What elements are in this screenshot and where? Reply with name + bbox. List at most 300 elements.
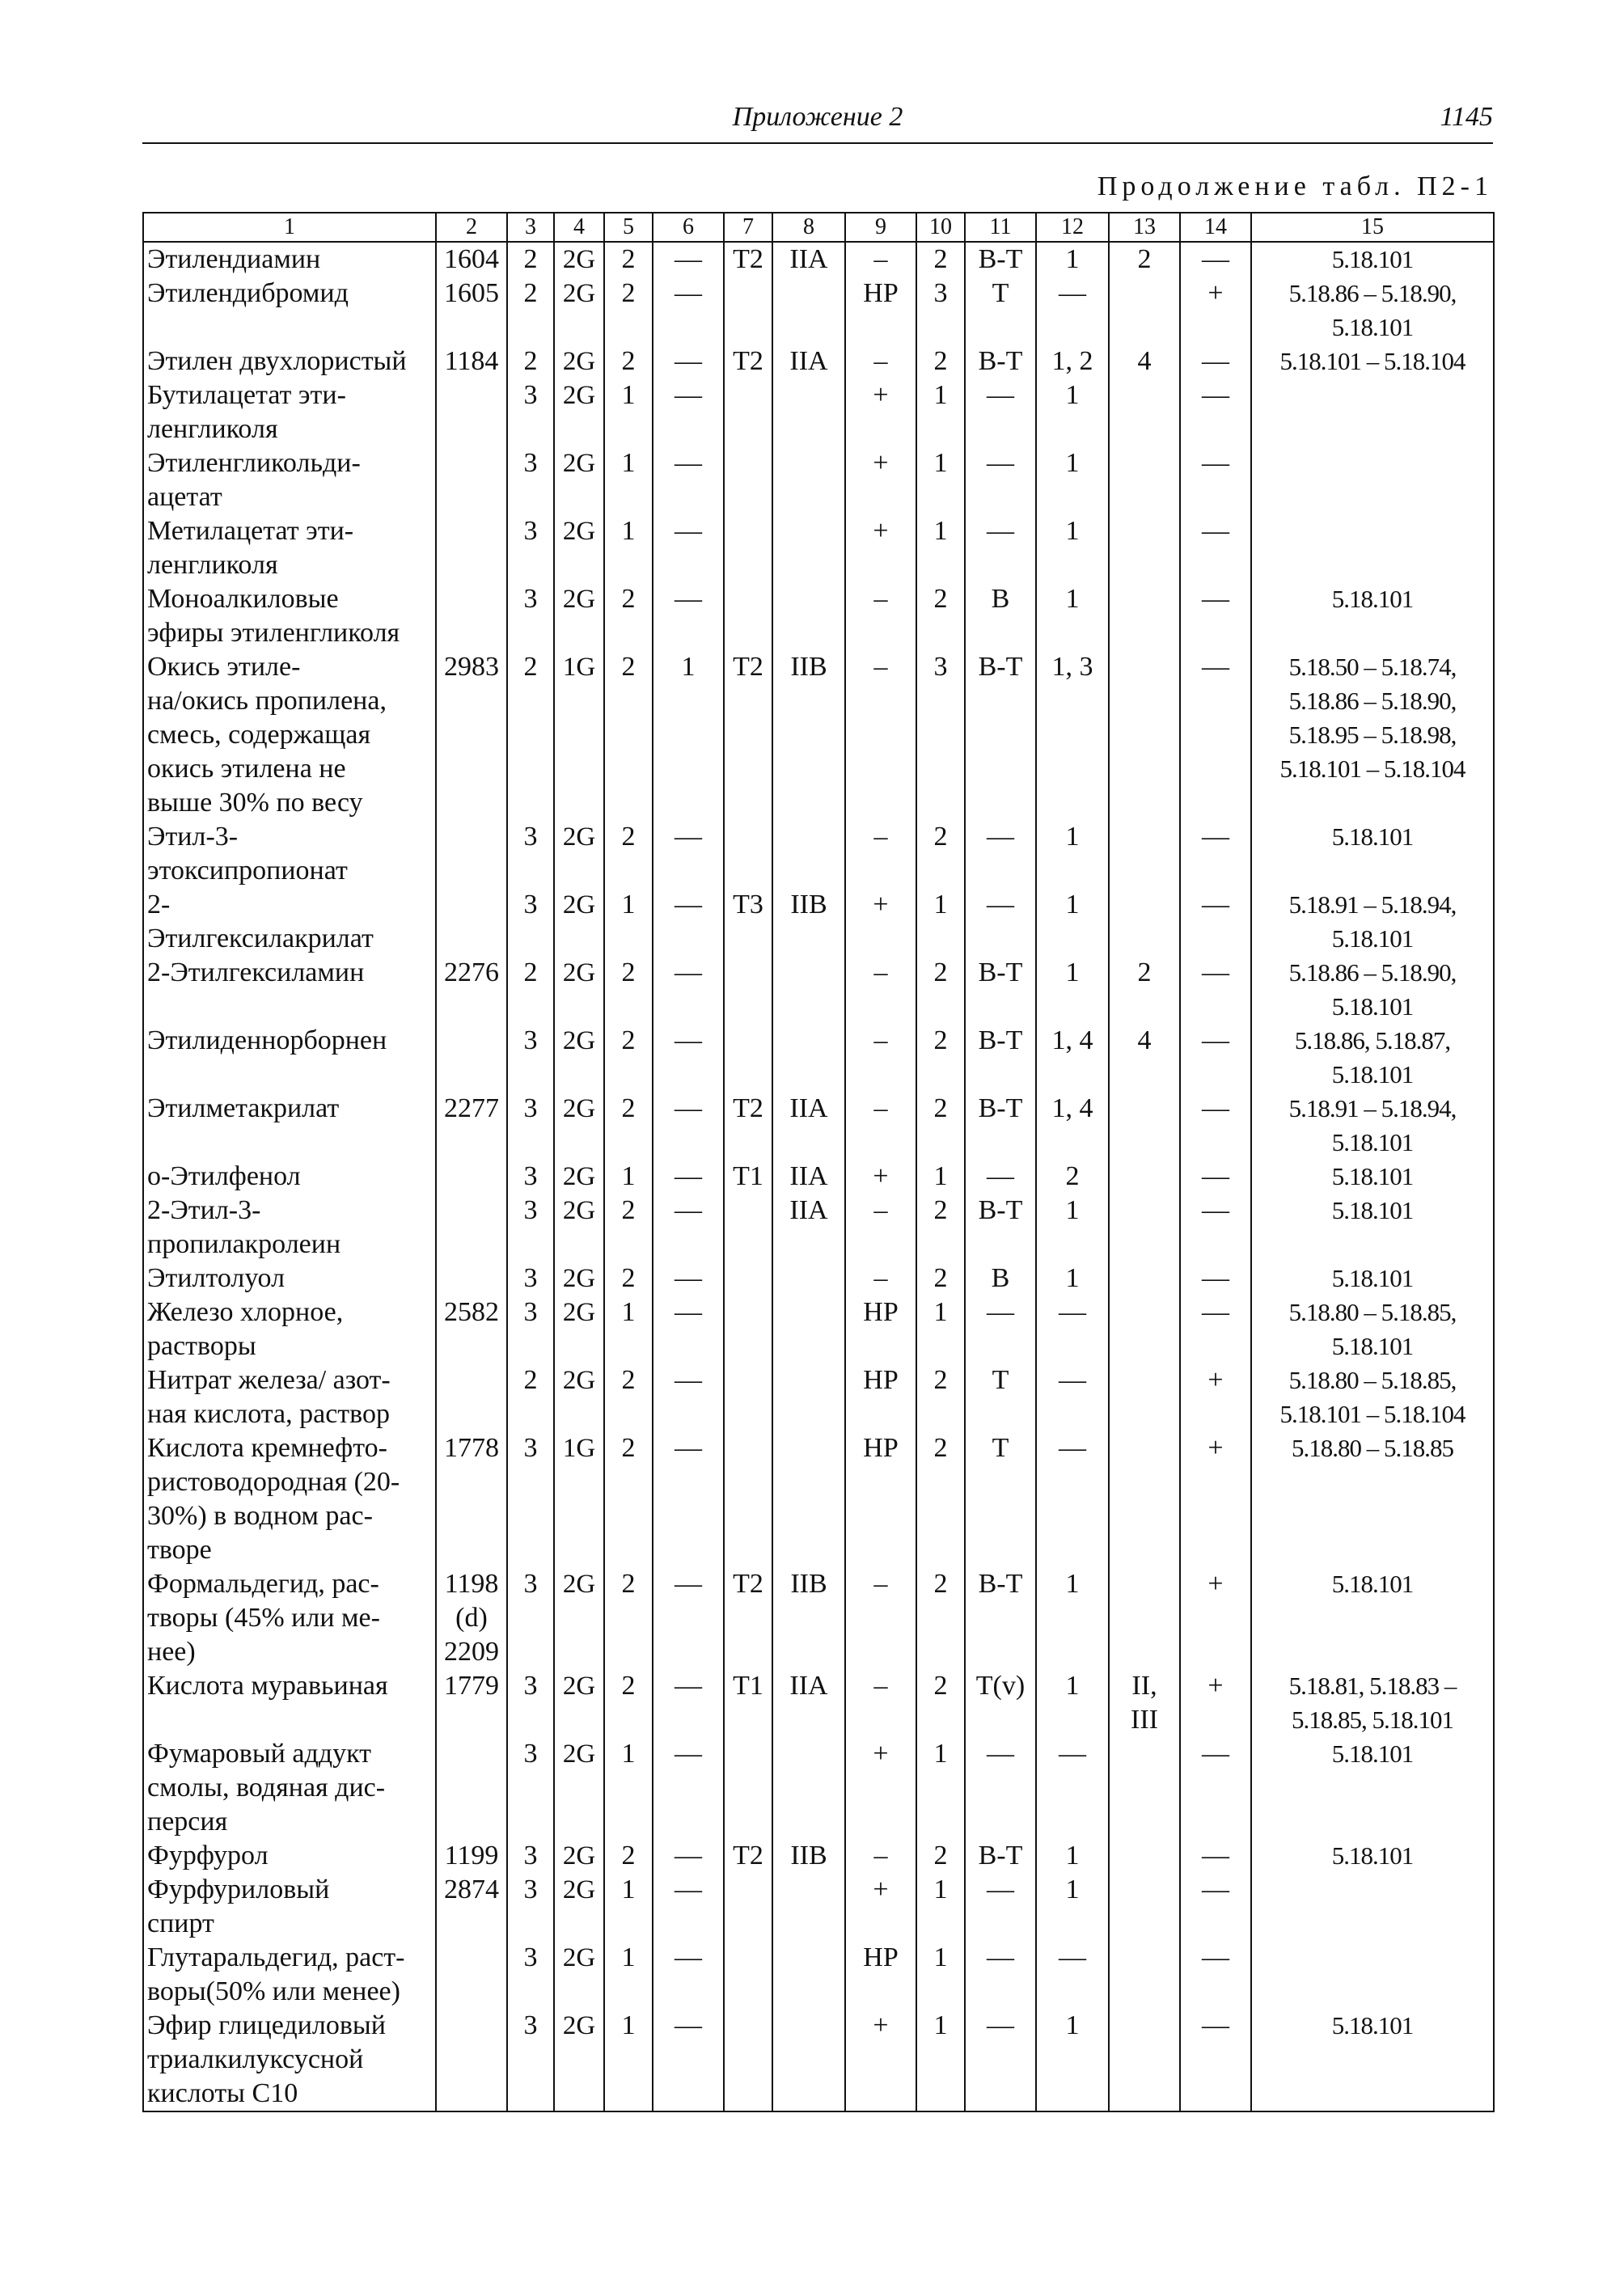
reference-cell: 5.18.86 – 5.18.90, 5.18.101	[1251, 956, 1494, 1024]
column-header: 15	[1251, 213, 1494, 242]
table-cell: 2G	[554, 1194, 604, 1262]
table-cell: 2	[507, 956, 554, 1024]
table-cell: —	[653, 446, 724, 514]
table-cell: 3	[507, 514, 554, 582]
table-cell: 1	[1036, 1873, 1109, 1941]
table-cell: –	[845, 1669, 916, 1737]
table-cell: 2	[1109, 956, 1180, 1024]
table-cell: 2	[604, 650, 653, 820]
reference-cell: 5.18.101	[1251, 1160, 1494, 1194]
table-row	[143, 1092, 1494, 1160]
table-cell: +	[1180, 1431, 1251, 1567]
reference-cell	[1251, 446, 1494, 514]
page-number: 1145	[1440, 102, 1493, 132]
table-cell: 1	[1036, 1669, 1109, 1737]
table-cell: –	[845, 242, 916, 277]
reference-cell: 5.18.50 – 5.18.74, 5.18.86 – 5.18.90, 5.18.95 – 5.18.98, 5.18.101 – 5.18.104	[1251, 650, 1494, 820]
table-cell: 1	[653, 650, 724, 820]
table-cell: +	[845, 514, 916, 582]
table-cell	[1109, 1941, 1180, 2009]
substance-name-cell: Этиленгликольди- ацетат	[143, 446, 436, 514]
table-cell: —	[1036, 1296, 1109, 1363]
table-cell: T	[965, 1363, 1036, 1431]
table-cell: 2G	[554, 1873, 604, 1941]
table-cell: IIB	[772, 1839, 845, 1873]
table-cell: 2	[507, 344, 554, 378]
table-cell: 2G	[554, 1839, 604, 1873]
table-cell: 2G	[554, 956, 604, 1024]
column-header: 7	[724, 213, 772, 242]
table-cell: 2	[604, 1262, 653, 1296]
table-cell	[772, 1941, 845, 2009]
table-cell: 1	[1036, 888, 1109, 956]
table-cell: —	[653, 1941, 724, 2009]
table-cell: —	[653, 1873, 724, 1941]
table-cell: 1779	[436, 1669, 507, 1737]
table-cell: 2	[916, 1839, 965, 1873]
table-cell: B-T	[965, 1839, 1036, 1873]
substance-name-cell: Глутаральдегид, раст- воры(50% или менее)	[143, 1941, 436, 2009]
table-row	[143, 1160, 1494, 1194]
reference-cell: 5.18.101	[1251, 1839, 1494, 1873]
table-cell: B-T	[965, 1194, 1036, 1262]
table-cell: —	[653, 1431, 724, 1567]
table-cell: —	[1180, 514, 1251, 582]
column-header: 6	[653, 213, 724, 242]
table-row	[143, 2009, 1494, 2111]
table-cell: 3	[507, 1567, 554, 1669]
table-cell	[1109, 1737, 1180, 1839]
table-cell: —	[965, 888, 1036, 956]
table-cell	[436, 1160, 507, 1194]
table-cell: 2	[916, 1092, 965, 1160]
column-header: 4	[554, 213, 604, 242]
table-cell	[436, 2009, 507, 2111]
table-cell: 2G	[554, 1737, 604, 1839]
table-cell: 3	[507, 2009, 554, 2111]
table-cell: —	[653, 820, 724, 888]
reference-cell: 5.18.86 – 5.18.90, 5.18.101	[1251, 277, 1494, 344]
table-cell: —	[653, 1194, 724, 1262]
table-cell	[724, 1873, 772, 1941]
table-cell: 3	[507, 378, 554, 446]
table-cell: 3	[507, 1873, 554, 1941]
table-cell: 1, 4	[1036, 1092, 1109, 1160]
table-cell: 2	[604, 344, 653, 378]
table-cell: НР	[845, 1296, 916, 1363]
reference-cell: 5.18.86, 5.18.87, 5.18.101	[1251, 1024, 1494, 1092]
table-cell: 2G	[554, 1567, 604, 1669]
table-cell: +	[845, 446, 916, 514]
table-cell: 2G	[554, 1669, 604, 1737]
table-cell: —	[1180, 888, 1251, 956]
table-cell: +	[845, 888, 916, 956]
table-cell: —	[653, 242, 724, 277]
reference-cell: 5.18.101	[1251, 1737, 1494, 1839]
table-cell: 2G	[554, 1296, 604, 1363]
table-cell: T2	[724, 1567, 772, 1669]
table-cell: –	[845, 1839, 916, 1873]
table-cell: 2G	[554, 446, 604, 514]
table-cell: 1	[1036, 242, 1109, 277]
table-cell	[1109, 2009, 1180, 2111]
table-cell: 2	[916, 1194, 965, 1262]
table-cell: 1G	[554, 650, 604, 820]
table-cell: 3	[507, 446, 554, 514]
table-cell: B-T	[965, 344, 1036, 378]
column-header: 3	[507, 213, 554, 242]
table-cell	[772, 2009, 845, 2111]
table-cell: 2	[916, 1363, 965, 1431]
table-cell: 2G	[554, 344, 604, 378]
table-cell: IIB	[772, 650, 845, 820]
table-cell	[724, 2009, 772, 2111]
table-cell: —	[1180, 344, 1251, 378]
table-cell	[1109, 650, 1180, 820]
table-cell: —	[653, 378, 724, 446]
table-cell: –	[845, 650, 916, 820]
table-cell: 2	[604, 277, 653, 344]
table-row	[143, 1431, 1494, 1567]
table-cell: T2	[724, 650, 772, 820]
table-cell: НР	[845, 1431, 916, 1567]
table-cell: 2G	[554, 1363, 604, 1431]
table-cell: 3	[507, 1669, 554, 1737]
table-cell: —	[965, 820, 1036, 888]
table-cell: —	[1180, 1296, 1251, 1363]
table-cell	[1109, 1431, 1180, 1567]
table-row	[143, 650, 1494, 820]
table-cell: 2	[507, 242, 554, 277]
table-row	[143, 1669, 1494, 1737]
column-header: 2	[436, 213, 507, 242]
table-cell: –	[845, 1262, 916, 1296]
table-cell: 2	[507, 1363, 554, 1431]
table-cell: –	[845, 582, 916, 650]
table-cell: 1	[604, 1873, 653, 1941]
table-cell: 2G	[554, 514, 604, 582]
table-cell: +	[845, 1737, 916, 1839]
table-cell: —	[653, 1737, 724, 1839]
table-cell: 2G	[554, 277, 604, 344]
table-cell	[724, 378, 772, 446]
table-cell: 2277	[436, 1092, 507, 1160]
table-cell: –	[845, 820, 916, 888]
table-row	[143, 1737, 1494, 1839]
table-cell: IIA	[772, 1092, 845, 1160]
table-cell: 1	[916, 378, 965, 446]
table-cell: 1	[604, 378, 653, 446]
table-cell: 1	[604, 888, 653, 956]
table-cell	[724, 1024, 772, 1092]
table-cell: 1198 (d) 2209	[436, 1567, 507, 1669]
table-cell: T2	[724, 242, 772, 277]
table-cell: —	[653, 582, 724, 650]
table-cell	[724, 582, 772, 650]
table-cell: —	[653, 1669, 724, 1737]
table-cell	[724, 1296, 772, 1363]
table-cell: 2G	[554, 888, 604, 956]
table-cell: 3	[507, 1160, 554, 1194]
table-cell: 1	[916, 888, 965, 956]
table-cell: 1	[916, 1296, 965, 1363]
table-cell: —	[1180, 820, 1251, 888]
substance-name-cell: Кислота муравьиная	[143, 1669, 436, 1737]
table-cell: 1	[1036, 1262, 1109, 1296]
table-cell: 3	[507, 1262, 554, 1296]
table-cell: 3	[507, 1092, 554, 1160]
table-cell: 2G	[554, 820, 604, 888]
table-cell	[724, 1262, 772, 1296]
table-cell: —	[1036, 1363, 1109, 1431]
table-row	[143, 1941, 1494, 2009]
table-cell: 1778	[436, 1431, 507, 1567]
table-cell	[772, 446, 845, 514]
table-cell	[772, 378, 845, 446]
table-cell: T1	[724, 1669, 772, 1737]
table-cell: —	[1036, 1431, 1109, 1567]
table-cell: —	[1180, 1262, 1251, 1296]
reference-cell: 5.18.80 – 5.18.85, 5.18.101 – 5.18.104	[1251, 1363, 1494, 1431]
data-table	[142, 212, 1495, 2112]
table-cell: –	[845, 1567, 916, 1669]
table-cell: B-T	[965, 1567, 1036, 1669]
table-cell: 2	[916, 1431, 965, 1567]
table-cell: 2	[604, 1024, 653, 1092]
table-cell: 1	[1036, 956, 1109, 1024]
reference-cell: 5.18.80 – 5.18.85	[1251, 1431, 1494, 1567]
table-cell: —	[653, 1296, 724, 1363]
table-cell: 1	[1036, 582, 1109, 650]
table-cell: 2	[604, 1092, 653, 1160]
reference-cell: 5.18.101	[1251, 820, 1494, 888]
table-cell: 1	[916, 514, 965, 582]
table-row	[143, 1194, 1494, 1262]
table-cell: 1605	[436, 277, 507, 344]
table-cell: —	[1180, 1160, 1251, 1194]
table-row	[143, 277, 1494, 344]
table-cell: 3	[507, 888, 554, 956]
table-cell: –	[845, 344, 916, 378]
reference-cell: 5.18.101 – 5.18.104	[1251, 344, 1494, 378]
table-cell: 1	[1036, 2009, 1109, 2111]
table-cell	[436, 1941, 507, 2009]
table-cell: 1	[604, 1737, 653, 1839]
table-cell: +	[1180, 1567, 1251, 1669]
table-cell: B	[965, 1262, 1036, 1296]
table-cell: 1G	[554, 1431, 604, 1567]
table-cell: —	[653, 1160, 724, 1194]
table-cell: 3	[507, 1431, 554, 1567]
table-cell: 1	[604, 446, 653, 514]
column-header: 10	[916, 213, 965, 242]
table-cell: 2	[916, 820, 965, 888]
table-cell: —	[653, 956, 724, 1024]
table-cell: T2	[724, 1092, 772, 1160]
table-cell: 2	[604, 1363, 653, 1431]
table-cell: 1	[604, 1296, 653, 1363]
table-cell	[1109, 1873, 1180, 1941]
table-cell: 1	[604, 514, 653, 582]
table-cell	[1109, 1296, 1180, 1363]
table-cell: 3	[916, 650, 965, 820]
table-cell: B-T	[965, 650, 1036, 820]
table-cell: 2G	[554, 1092, 604, 1160]
table-cell: —	[1180, 1092, 1251, 1160]
table-row	[143, 242, 1494, 277]
table-cell: 1	[1036, 446, 1109, 514]
reference-cell: 5.18.91 – 5.18.94, 5.18.101	[1251, 1092, 1494, 1160]
column-header: 9	[845, 213, 916, 242]
reference-cell: 5.18.81, 5.18.83 – 5.18.85, 5.18.101	[1251, 1669, 1494, 1737]
table-cell: +	[845, 378, 916, 446]
table-cell	[724, 277, 772, 344]
column-header: 14	[1180, 213, 1251, 242]
table-cell: 1	[1036, 514, 1109, 582]
table-cell: —	[653, 514, 724, 582]
substance-name-cell: Моноалкиловые эфиры этиленгликоля	[143, 582, 436, 650]
table-cell: —	[965, 446, 1036, 514]
table-cell	[772, 820, 845, 888]
table-cell: —	[1036, 1737, 1109, 1839]
table-row	[143, 582, 1494, 650]
table-cell	[436, 446, 507, 514]
table-cell	[436, 1363, 507, 1431]
column-header: 8	[772, 213, 845, 242]
substance-name-cell: о-Этилфенол	[143, 1160, 436, 1194]
reference-cell: 5.18.101	[1251, 1567, 1494, 1669]
table-cell	[1109, 1262, 1180, 1296]
table-cell	[724, 956, 772, 1024]
table-cell: 2	[604, 1431, 653, 1567]
table-cell	[1109, 582, 1180, 650]
table-cell	[1109, 514, 1180, 582]
reference-cell: 5.18.101	[1251, 242, 1494, 277]
table-cell: 2	[604, 820, 653, 888]
table-cell: –	[845, 1194, 916, 1262]
table-cell: 2G	[554, 1262, 604, 1296]
table-cell: —	[653, 1092, 724, 1160]
table-cell: +	[845, 1873, 916, 1941]
table-cell: IIB	[772, 1567, 845, 1669]
table-cell	[1109, 820, 1180, 888]
table-cell: —	[653, 1262, 724, 1296]
table-cell	[436, 514, 507, 582]
table-cell	[436, 378, 507, 446]
table-cell: 1, 4	[1036, 1024, 1109, 1092]
table-cell: 1	[1036, 378, 1109, 446]
table-cell: 2983	[436, 650, 507, 820]
reference-cell: 5.18.101	[1251, 582, 1494, 650]
column-header: 13	[1109, 213, 1180, 242]
substance-name-cell: Метилацетат эти- ленгликоля	[143, 514, 436, 582]
table-cell	[772, 956, 845, 1024]
substance-name-cell: Этилендибромид	[143, 277, 436, 344]
table-cell	[772, 277, 845, 344]
table-cell: 1	[1036, 1194, 1109, 1262]
table-cell: —	[1180, 446, 1251, 514]
reference-cell	[1251, 1941, 1494, 2009]
table-cell: 1, 3	[1036, 650, 1109, 820]
table-cell	[436, 1024, 507, 1092]
table-cell: 2	[604, 1567, 653, 1669]
table-cell	[772, 1431, 845, 1567]
table-row	[143, 514, 1494, 582]
table-cell	[724, 1737, 772, 1839]
table-row	[143, 888, 1494, 956]
column-header-row	[143, 213, 1494, 242]
substance-name-cell: 2-Этил-3- пропилакролеин	[143, 1194, 436, 1262]
table-cell: 2	[604, 582, 653, 650]
table-cell: 2	[604, 242, 653, 277]
table-cell: —	[1180, 1024, 1251, 1092]
table-cell: НР	[845, 277, 916, 344]
table-cell	[724, 1941, 772, 2009]
table-cell: 1	[916, 1160, 965, 1194]
substance-name-cell: 2- Этилгексилакрилат	[143, 888, 436, 956]
reference-cell	[1251, 514, 1494, 582]
table-cell: B-T	[965, 242, 1036, 277]
table-cell: II, III	[1109, 1669, 1180, 1737]
table-cell: T2	[724, 1839, 772, 1873]
table-row	[143, 1873, 1494, 1941]
substance-name-cell: Окись этиле- на/окись пропилена, смесь, содержащая окись этилена не выше 30% по весу	[143, 650, 436, 820]
table-cell: 2	[916, 582, 965, 650]
table-cell: —	[1036, 1941, 1109, 2009]
table-cell	[1109, 277, 1180, 344]
table-cell: 1	[916, 1873, 965, 1941]
table-row	[143, 1567, 1494, 1669]
table-cell: IIA	[772, 242, 845, 277]
table-cell: 2	[1109, 242, 1180, 277]
substance-name-cell: Формальдегид, рас- творы (45% или ме- нее)	[143, 1567, 436, 1669]
table-cell: —	[965, 1296, 1036, 1363]
table-cell: 2	[916, 956, 965, 1024]
table-cell	[772, 1024, 845, 1092]
table-cell	[724, 1431, 772, 1567]
table-caption: Продолжение табл. П2-1	[1097, 171, 1493, 201]
table-cell: 2	[916, 1669, 965, 1737]
column-header: 5	[604, 213, 653, 242]
table-cell: 1	[1036, 820, 1109, 888]
table-cell: 2	[916, 344, 965, 378]
table-cell: —	[965, 1941, 1036, 2009]
substance-name-cell: Бутилацетат эти- ленгликоля	[143, 378, 436, 446]
table-cell: 1	[604, 1941, 653, 2009]
table-cell: 3	[916, 277, 965, 344]
table-cell: 1	[916, 446, 965, 514]
table-cell	[1109, 378, 1180, 446]
running-title: Приложение 2	[732, 102, 903, 132]
reference-cell: 5.18.80 – 5.18.85, 5.18.101	[1251, 1296, 1494, 1363]
table-cell: —	[653, 344, 724, 378]
table-cell: —	[965, 378, 1036, 446]
table-cell: –	[845, 956, 916, 1024]
table-cell: +	[845, 2009, 916, 2111]
table-cell: +	[1180, 277, 1251, 344]
table-cell: 2	[916, 1262, 965, 1296]
table-cell	[1109, 1363, 1180, 1431]
table-cell: –	[845, 1092, 916, 1160]
table-row	[143, 956, 1494, 1024]
table-cell: 2	[916, 242, 965, 277]
substance-name-cell: 2-Этилгексиламин	[143, 956, 436, 1024]
table-cell	[1109, 1839, 1180, 1873]
table-cell: 2	[916, 1024, 965, 1092]
table-cell: T2	[724, 344, 772, 378]
table-row	[143, 1024, 1494, 1092]
reference-cell	[1251, 1873, 1494, 1941]
